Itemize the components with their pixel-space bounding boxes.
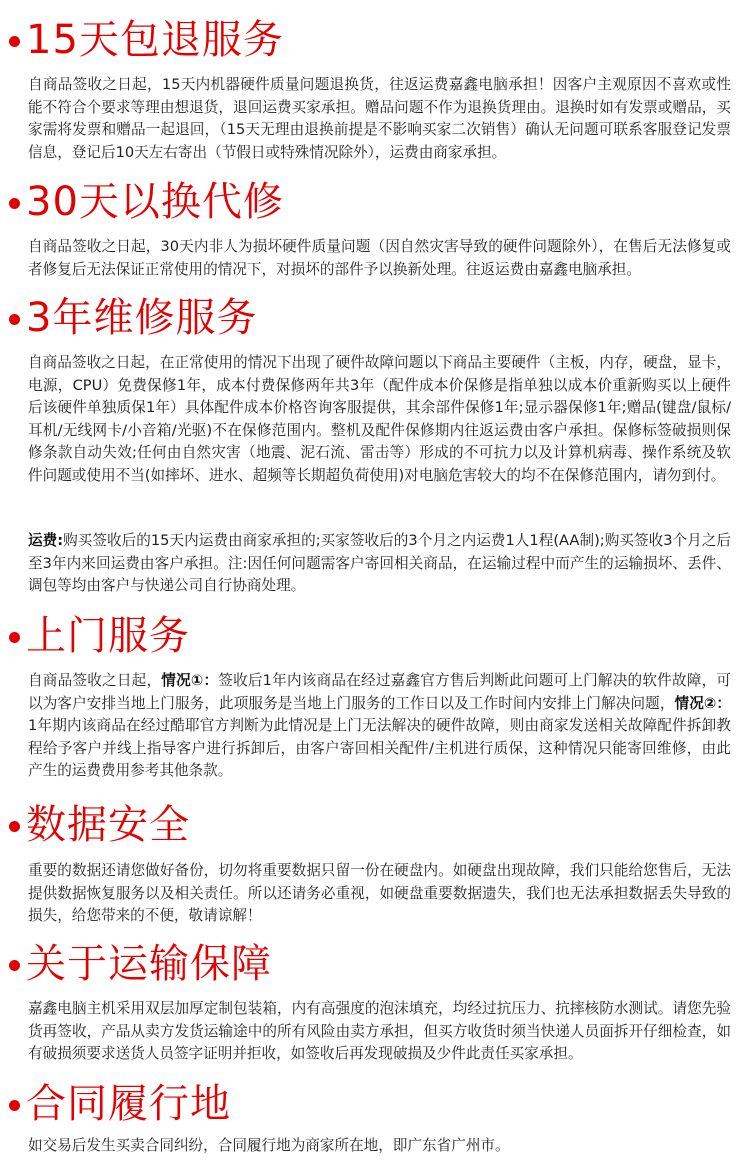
section-title: 合同履行地	[26, 1081, 231, 1127]
section-heading	[0, 292, 750, 344]
section-shipping-guarantee	[0, 938, 750, 990]
shipping-note	[28, 530, 731, 598]
section-body	[28, 670, 731, 783]
section-body: 如交易后发生买卖合同纠纷，合同履行地为商家所在地，即广东省广州市。	[28, 1137, 510, 1154]
section-15-day-return	[0, 14, 750, 66]
section-heading	[0, 610, 750, 662]
section-title: 30天以换代修	[26, 179, 284, 225]
shipping-note-text: 购买签收后的15天内运费由商家承担的;买家签收后的3个月之内运费1人1程(AA制);购买签收3个月之后至3年内来回运费由客户承担。注:因任何问题需客户寄回相关商品，在运输过程中而产生的运输损坏、丢件、调包等均由客户与快递公司自行协商处理。	[28, 532, 731, 595]
case-1-label: 情况①：	[161, 672, 219, 689]
bullet-dot-icon	[9, 198, 20, 209]
section-body: 嘉鑫电脑主机采用双层加厚定制包装箱，内有高强度的泡沫填充，均经过抗压力、抗摔核防水测试。请您先验货再签收，产品从卖方发货运输途中的所有风险由卖方承担，但买方收货时须当快递人员面拆开仔细检查，如有破损须要求送货人员签字证明并拒收，如签收后再发现破损及少件此责任买家承担。	[28, 1000, 731, 1063]
section-body: 自商品签收之日起，30天内非人为损坏硬件质量问题（因自然灾害导致的硬件问题除外），在售后无法修复或者修复后无法保证正常使用的情况下，对损坏的部件予以换新处理。往返运费由嘉鑫电脑承担。	[28, 238, 731, 278]
bullet-dot-icon	[9, 960, 20, 971]
section-title: 3年维修服务	[26, 295, 258, 341]
bullet-dot-icon	[9, 1100, 20, 1111]
shipping-note-label: 运费:	[28, 532, 64, 549]
section-body: 自商品签收之日起，在正常使用的情况下出现了硬件故障问题以下商品主要硬件（主板，内存，硬盘，显卡，电源，CPU）免费保修1年，成本付费保修两年共3年（配件成本价保修是指单独以成本价重新购买以上硬件后该硬件单独质保1年）具体配件成本价格咨询客服提供，其余部件保修1年;显示器保修1年;赠品(键盘/鼠标/耳机/无线网卡/小音箱/光驱)不在保修范围内。整机及配件保修期内往返运费由客户承担。保修标签破损则保修条款自动失效;任何由自然灾害（地震、泥石流、雷击等）形成的不可抗力以及计算机病毒、操作系统及软件问题或使用不当(如摔坏、进水、超频等长期超负荷使用)对电脑危害较大的均不在保修范围内，请勿到付。	[28, 354, 731, 484]
bullet-dot-icon	[9, 821, 20, 832]
section-heading	[0, 14, 750, 66]
section-body: 自商品签收之日起，15天内机器硬件质量问题退换货，往返运费嘉鑫电脑承担！因客户主观原因不喜欢或性能不符合个要求等理由想退货，退回运费买家承担。赠品问题不作为退换货理由。退换时如有发票或赠品，买家需将发票和赠品一起退回，（15天无理由退换前提是不影响买家二次销售）确认无问题可联系客服登记发票信息，登记后10天左右寄出（节假日或特殊情况除外），运费由商家承担。	[28, 76, 731, 161]
section-title: 数据安全	[26, 802, 190, 848]
bullet-dot-icon	[9, 314, 20, 325]
case-2-text: 1年期内该商品在经过酷耶官方判断为此情况是上门无法解决的硬件故障，则由商家发送相关故障配件拆卸教程给予客户并线上指导客户进行拆卸后，由客户寄回相关配件/主机进行质保，这种情况只能寄回维修，由此产生的运费费用参考其他条款。	[28, 717, 731, 780]
onsite-intro: 自商品签收之日起，	[28, 672, 162, 689]
section-body: 重要的数据还请您做好备份，切勿将重要数据只留一份在硬盘内。如硬盘出现故障，我们只能给您售后，无法提供数据恢复服务以及相关责任。所以还请务必重视，如硬盘重要数据遗失，我们也无法承担数据丢失导致的损失，给您带来的不便，敬请谅解！	[28, 862, 731, 925]
section-heading	[0, 176, 750, 228]
section-data-security	[0, 799, 750, 851]
section-3-year-repair	[0, 292, 750, 344]
case-2-label: 情况②：	[674, 694, 731, 712]
section-title: 上门服务	[26, 613, 190, 659]
bullet-dot-icon	[9, 36, 20, 47]
section-30-day-replace	[0, 176, 750, 228]
section-title: 关于运输保障	[26, 941, 272, 987]
section-title: 15天包退服务	[26, 17, 284, 63]
case-1-text: 签收后1年内该商品在经过嘉鑫官方售后判断此问题可上门解决的软件故障，可以为客户安排当地上门服务，此项服务是当地上门服务的工作日以及工作时间内安排上门解决问题，	[28, 672, 731, 712]
section-heading	[0, 1078, 750, 1130]
bullet-dot-icon	[9, 632, 20, 643]
section-heading	[0, 938, 750, 990]
section-heading	[0, 799, 750, 851]
section-onsite-service	[0, 610, 750, 662]
section-contract-venue	[0, 1078, 750, 1130]
